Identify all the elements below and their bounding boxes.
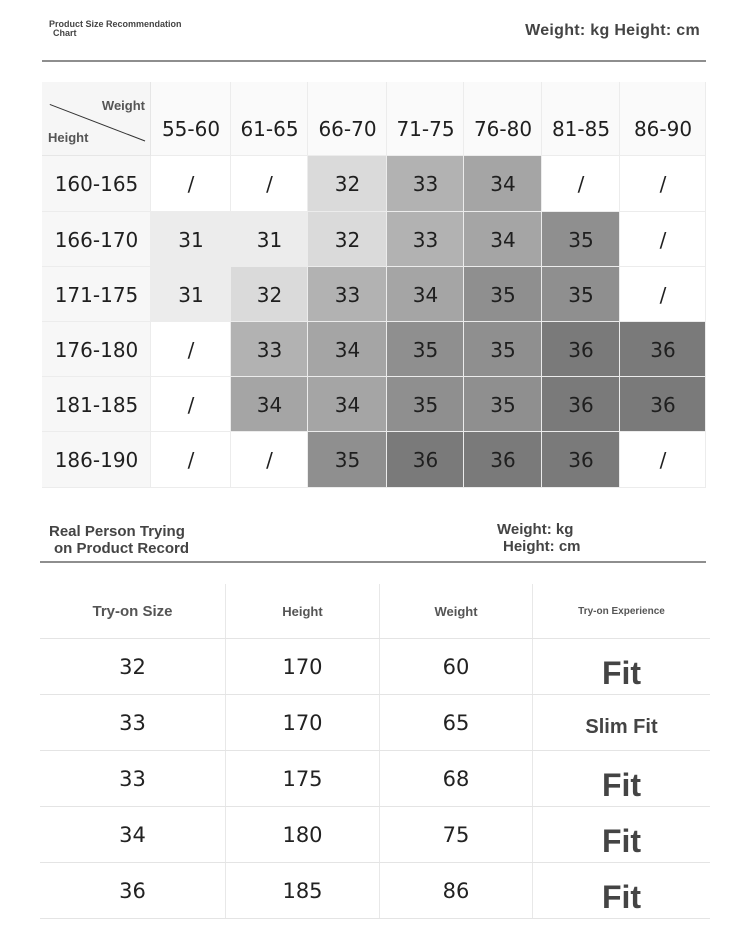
tryon-title-line1: Real Person Trying — [49, 523, 185, 540]
size-cell: 36 — [464, 432, 542, 488]
weight-range-header: 55-60 — [151, 82, 231, 156]
height-range-header: 176-180 — [42, 322, 151, 377]
corner-weight-label: Weight — [101, 98, 145, 113]
size-cell: / — [620, 156, 706, 212]
weight-range-header: 76-80 — [464, 82, 542, 156]
size-cell: / — [620, 267, 706, 322]
tryon-experience: Fit — [601, 879, 642, 915]
size-cell: 36 — [387, 432, 464, 488]
size-cell: 35 — [542, 212, 620, 267]
tryon-header-height: Height — [226, 584, 380, 638]
height-range-header: 160-165 — [42, 156, 151, 212]
size-cell: / — [231, 156, 308, 212]
tryon-height: 185 — [226, 863, 380, 918]
tryon-experience: Fit — [601, 823, 642, 859]
tryon-header-row — [40, 584, 710, 639]
size-cell: / — [231, 432, 308, 488]
tryon-height: 175 — [226, 751, 380, 806]
weight-range-header: 61-65 — [231, 82, 308, 156]
tryon-divider — [40, 561, 706, 563]
tryon-weight: 68 — [380, 751, 533, 806]
tryon-title — [49, 523, 189, 557]
tryon-header-experience: Try-on Experience — [578, 605, 665, 617]
tryon-experience: Fit — [601, 655, 642, 691]
size-cell: / — [151, 432, 231, 488]
size-cell: 31 — [151, 267, 231, 322]
size-cell: 35 — [308, 432, 387, 488]
size-cell: 35 — [387, 322, 464, 377]
size-cell: 34 — [464, 212, 542, 267]
tryon-size: 33 — [40, 751, 226, 806]
size-cell: 36 — [620, 377, 706, 432]
size-chart-title-line2: Chart — [53, 28, 77, 38]
size-cell: 31 — [151, 212, 231, 267]
size-cell: 34 — [387, 267, 464, 322]
weight-range-header: 86-90 — [620, 82, 706, 156]
size-cell: / — [151, 156, 231, 212]
size-chart-units: Weight: kg Height: cm — [525, 22, 700, 39]
size-cell: / — [151, 322, 231, 377]
size-cell: 34 — [464, 156, 542, 212]
size-cell: 33 — [308, 267, 387, 322]
tryon-size: 32 — [40, 639, 226, 694]
tryon-weight: 65 — [380, 695, 533, 750]
height-range-header: 171-175 — [42, 267, 151, 322]
tryon-height: 180 — [226, 807, 380, 862]
size-cell: 33 — [387, 156, 464, 212]
weight-range-header: 66-70 — [308, 82, 387, 156]
tryon-table — [40, 584, 710, 919]
tryon-height: 170 — [226, 639, 380, 694]
size-chart-title — [49, 20, 239, 38]
size-cell: 33 — [231, 322, 308, 377]
size-cell: / — [620, 212, 706, 267]
size-chart-divider — [42, 60, 706, 62]
tryon-units — [497, 521, 581, 555]
tryon-size: 33 — [40, 695, 226, 750]
tryon-units-height: Height: cm — [503, 538, 581, 555]
tryon-row — [40, 751, 710, 807]
size-cell: 31 — [231, 212, 308, 267]
tryon-experience: Fit — [601, 767, 642, 803]
size-chart-title-line1: Product Size Recommendation — [49, 19, 182, 29]
tryon-weight: 60 — [380, 639, 533, 694]
tryon-row — [40, 807, 710, 863]
weight-range-header: 71-75 — [387, 82, 464, 156]
size-cell: / — [542, 156, 620, 212]
size-cell: 34 — [308, 322, 387, 377]
size-cell: 33 — [387, 212, 464, 267]
size-cell: 35 — [464, 267, 542, 322]
height-range-header: 166-170 — [42, 212, 151, 267]
size-cell: 32 — [308, 156, 387, 212]
tryon-size: 36 — [40, 863, 226, 918]
size-cell: 35 — [542, 267, 620, 322]
corner-height-label: Height — [48, 130, 89, 145]
tryon-header-weight: Weight — [380, 584, 533, 638]
tryon-weight: 75 — [380, 807, 533, 862]
tryon-row — [40, 639, 710, 695]
tryon-weight: 86 — [380, 863, 533, 918]
size-cell: / — [620, 432, 706, 488]
tryon-title-line2: on Product Record — [54, 540, 190, 557]
size-cell: 35 — [387, 377, 464, 432]
size-cell: 32 — [308, 212, 387, 267]
size-cell: 36 — [542, 377, 620, 432]
size-cell: 35 — [464, 377, 542, 432]
tryon-height: 170 — [226, 695, 380, 750]
size-cell: 36 — [542, 322, 620, 377]
tryon-body — [40, 639, 710, 919]
tryon-row — [40, 863, 710, 919]
size-cell: 34 — [231, 377, 308, 432]
size-cell: 36 — [542, 432, 620, 488]
size-chart-grid — [42, 82, 706, 488]
size-cell: 35 — [464, 322, 542, 377]
height-range-header: 181-185 — [42, 377, 151, 432]
size-cell: 36 — [620, 322, 706, 377]
tryon-size: 34 — [40, 807, 226, 862]
tryon-header-size: Try-on Size — [40, 584, 226, 638]
tryon-experience: Slim Fit — [585, 716, 658, 738]
corner-header — [42, 82, 151, 156]
size-cell: / — [151, 377, 231, 432]
size-cell: 34 — [308, 377, 387, 432]
weight-range-header: 81-85 — [542, 82, 620, 156]
tryon-row — [40, 695, 710, 751]
tryon-units-weight: Weight: kg — [497, 521, 574, 538]
size-cell: 32 — [231, 267, 308, 322]
height-range-header: 186-190 — [42, 432, 151, 488]
